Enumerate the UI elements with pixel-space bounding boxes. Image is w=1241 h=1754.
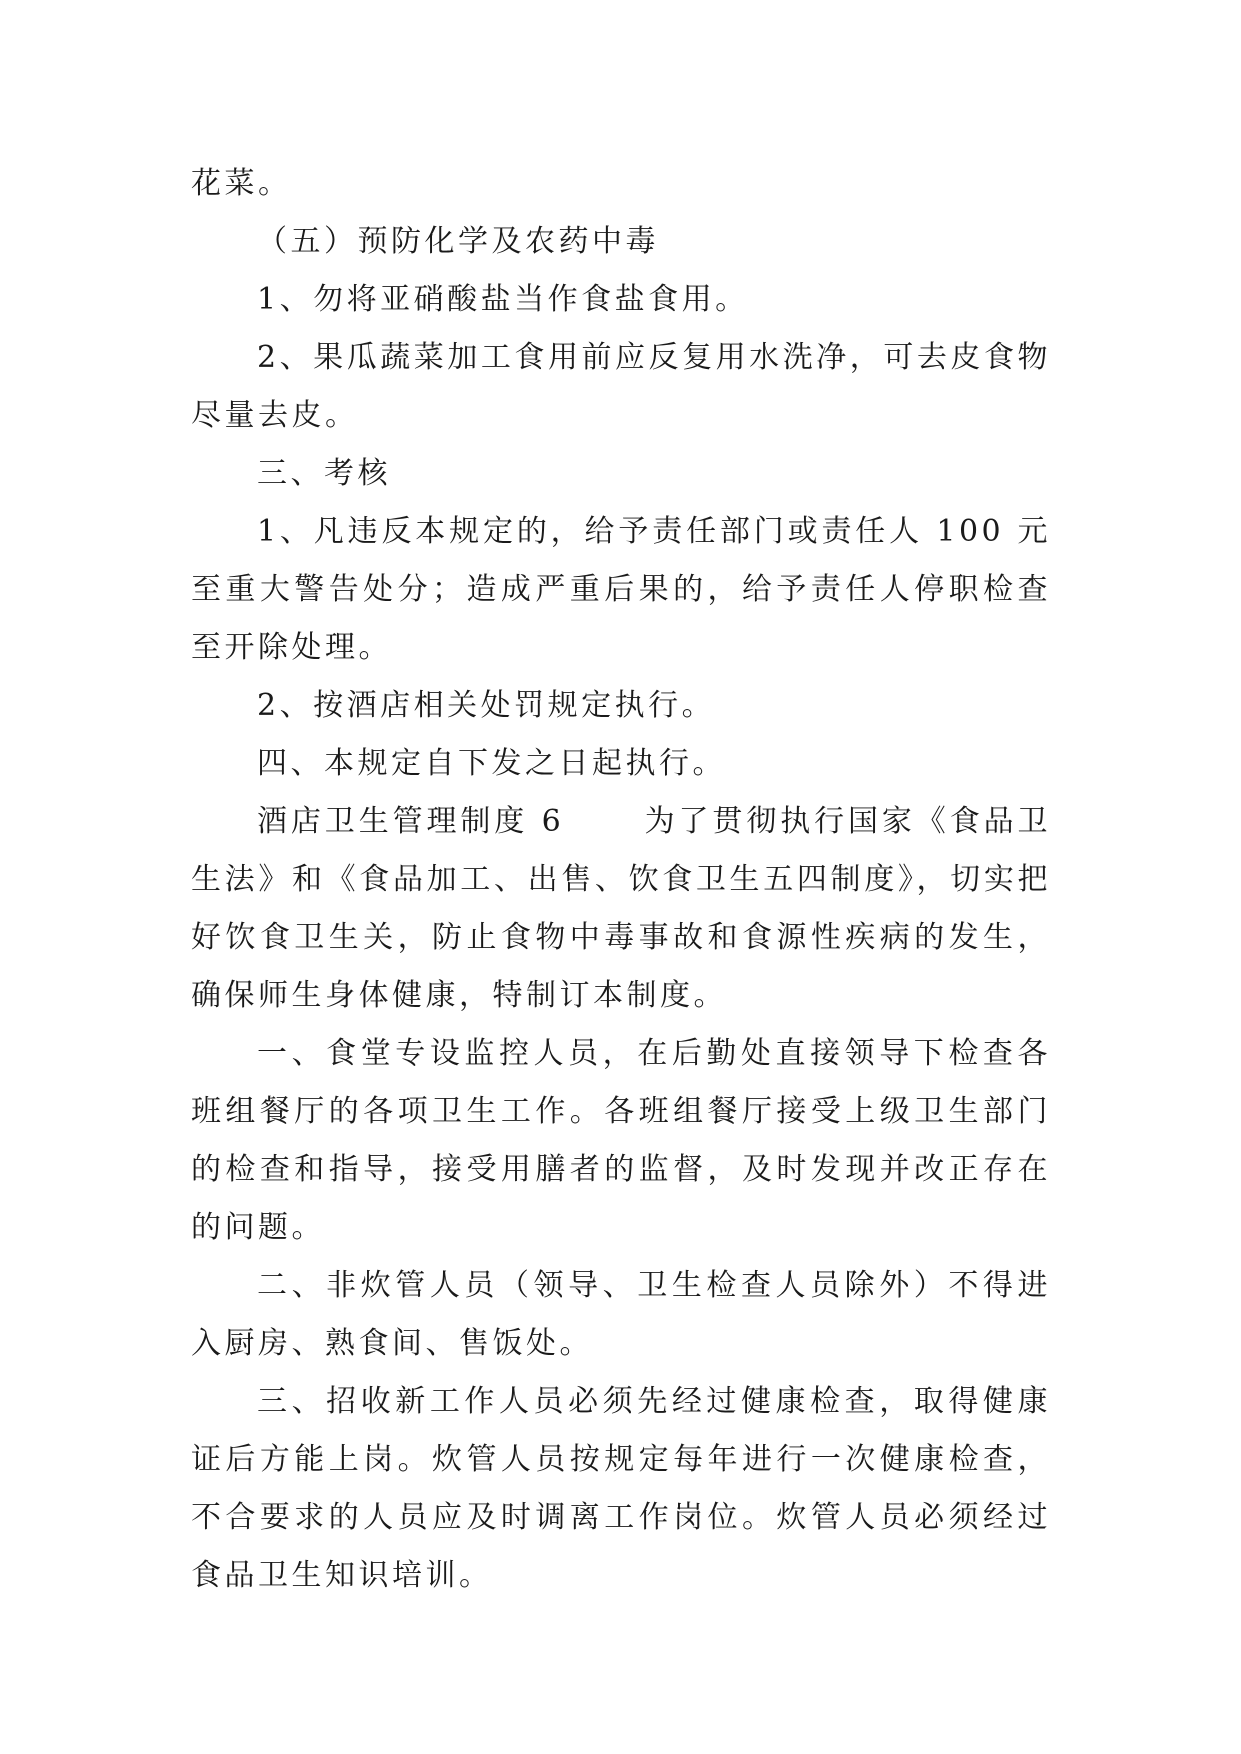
paragraph: 三、考核 bbox=[257, 456, 391, 491]
paragraph: 1、勿将亚硝酸盐当作食盐食用。 bbox=[257, 282, 749, 317]
paragraph: 一、食堂专设监控人员，在后勤处直接领导下检查各班组餐厅的各项卫生工作。各班组餐厅接受上级卫生部门的检查和指导，接受用膳者的监督，及时发现并改正存在的问题。 bbox=[191, 1036, 1051, 1245]
paragraph: 三、招收新工作人员必须先经过健康检查，取得健康证后方能上岗。炊管人员按规定每年进行一次健康检查，不合要求的人员应及时调离工作岗位。炊管人员必须经过食品卫生知识培训。 bbox=[191, 1384, 1051, 1593]
paragraph: 四、本规定自下发之日起执行。 bbox=[257, 746, 726, 781]
paragraph: 2、果瓜蔬菜加工食用前应反复用水洗净，可去皮食物尽量去皮。 bbox=[191, 340, 1051, 433]
section-heading: 酒店卫生管理制度 6 bbox=[257, 804, 565, 839]
paragraph: （五）预防化学及农药中毒 bbox=[257, 224, 659, 259]
section-intro-paragraph bbox=[191, 793, 1051, 1025]
paragraph: 二、非炊管人员（领导、卫生检查人员除外）不得进入厨房、熟食间、售饭处。 bbox=[191, 1268, 1051, 1361]
section-intro: 为了贯彻执行国家《食品卫生法》和《食品加工、出售、饮食卫生五四制度》，切实把好饮食卫生关，防止食物中毒事故和食源性疾病的发生，确保师生身体健康，特制订本制度。 bbox=[191, 804, 1052, 1013]
document-body bbox=[191, 155, 1051, 1605]
paragraph: 1、凡违反本规定的，给予责任部门或责任人 100 元至重大警告处分；造成严重后果的，给予责任人停职检查至开除处理。 bbox=[191, 514, 1051, 665]
paragraph: 2、按酒店相关处罚规定执行。 bbox=[257, 688, 716, 723]
paragraph: 花菜。 bbox=[191, 166, 292, 201]
